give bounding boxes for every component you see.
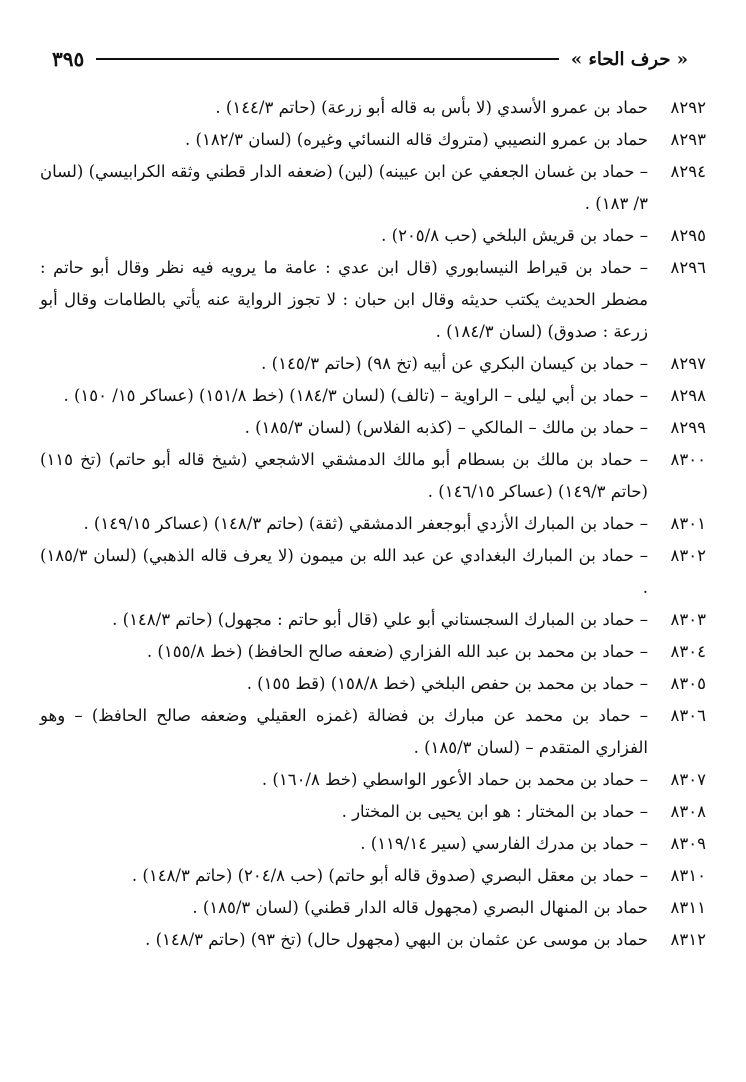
- entry-number: ٨٣٠٨: [670, 802, 706, 821]
- entry-text: – حماد بن المبارك السجستاني أبو علي (قال أبو حاتم : مجهول) (حاتم ١٤٨/٣) .: [112, 610, 648, 629]
- entry-text: – حماد بن المبارك الأزدي أبوجعفر الدمشقي (ثقة) (حاتم ١٤٨/٣) (عساكر ١٤٩/١٥) .: [83, 514, 648, 533]
- entry-number: ٨٣٠٧: [670, 770, 706, 789]
- entry: [40, 156, 706, 220]
- entry: [40, 348, 706, 380]
- entry: [40, 380, 706, 412]
- entry-number: ٨٣٠٠: [670, 450, 706, 469]
- entry-text: – حماد بن محمد عن مبارك بن فضالة (غمزه العقيلي وضعفه صالح الحافظ) – وهو الفزاري المتقدم – (لسان ١٨٥/٣) .: [40, 706, 648, 757]
- entry: [40, 828, 706, 860]
- entry-text: – حماد بن مدرك الفارسي (سير ١١٩/١٤) .: [360, 834, 648, 853]
- page-header: [52, 42, 688, 76]
- entry-number: ٨٣١١: [670, 898, 706, 917]
- entry-number: ٨٣٠٤: [670, 642, 706, 661]
- entry-text: حماد بن عمرو الأسدي (لا بأس به قاله أبو زرعة) (حاتم ١٤٤/٣) .: [215, 98, 648, 117]
- entry: [40, 604, 706, 636]
- entry-number: ٨٣٠٦: [670, 706, 706, 725]
- page-number: ٣٩٥: [52, 47, 85, 71]
- entry: [40, 668, 706, 700]
- entry: [40, 540, 706, 604]
- entry-text: – حماد بن محمد بن حماد الأعور الواسطي (خط ١٦٠/٨) .: [261, 770, 648, 789]
- entry-text: – حماد بن مالك – المالكي – (كذبه الفلاس) (لسان ١٨٥/٣) .: [244, 418, 648, 437]
- entry: [40, 764, 706, 796]
- entry-text: – حماد بن محمد بن حفص البلخي (خط ١٥٨/٨) (قط ١٥٥) .: [246, 674, 648, 693]
- entry-number: ٨٣٠٥: [670, 674, 706, 693]
- entry-text: – حماد بن قيراط النيسابوري (قال ابن عدي : عامة ما يرويه فيه نظر وقال أبو حاتم : مضطر الحديث يكتب حديثه وقال ابن حبان : لا تجوز الرواية عنه يأتي بالطامات وقال أبو زرعة : صدوق) (لسان ١٨٤/٣) .: [40, 258, 648, 341]
- entry: [40, 252, 706, 348]
- entry-number: ٨٢٩٨: [670, 386, 706, 405]
- entry-text: – حماد بن غسان الجعفي عن ابن عيينه) (لين) (ضعفه الدار قطني وثقه الكرابيسي) (لسان ٣/ ١٨٣) .: [40, 162, 648, 213]
- entry-text: – حماد بن المختار : هو ابن يحيى بن المختار .: [341, 802, 648, 821]
- entry-number: ٨٢٩٢: [670, 98, 706, 117]
- entry-text: حماد بن موسى عن عثمان بن البهي (مجهول حال) (تخ ٩٣) (حاتم ١٤٨/٣) .: [145, 930, 648, 949]
- entry: [40, 636, 706, 668]
- entry-number: ٨٢٩٦: [670, 258, 706, 277]
- entry-text: – حماد بن كيسان البكري عن أبيه (تخ ٩٨) (حاتم ١٤٥/٣) .: [261, 354, 648, 373]
- entry-list: [40, 92, 706, 956]
- entry-text: حماد بن عمرو النصيبي (متروك قاله النسائي وغيره) (لسان ١٨٢/٣) .: [185, 130, 648, 149]
- entry-number: ٨٢٩٣: [670, 130, 706, 149]
- entry: [40, 924, 706, 956]
- entry: [40, 892, 706, 924]
- entry-text: – حماد بن مالك بن بسطام أبو مالك الدمشقي الاشجعي (شيخ قاله أبو حاتم) (تخ ١١٥) (حاتم ١٤٩/٣) (عساكر ١٤٦/١٥) .: [40, 450, 648, 501]
- entry-number: ٨٣١٢: [670, 930, 706, 949]
- entry: [40, 796, 706, 828]
- entry: [40, 700, 706, 764]
- entry-number: ٨٣٠٣: [670, 610, 706, 629]
- entry-number: ٨٢٩٥: [670, 226, 706, 245]
- running-title: « حرف الحاء »: [570, 48, 688, 70]
- entry-text: – حماد بن معقل البصري (صدوق قاله أبو حاتم) (حب ٢٠٤/٨) (حاتم ١٤٨/٣) .: [131, 866, 648, 885]
- entry: [40, 860, 706, 892]
- entry-text: – حماد بن قريش البلخي (حب ٢٠٥/٨) .: [381, 226, 648, 245]
- entry-text: حماد بن المنهال البصري (مجهول قاله الدار قطني) (لسان ١٨٥/٣) .: [192, 898, 648, 917]
- entry-text: – حماد بن محمد بن عبد الله الفزاري (ضعفه صالح الحافظ) (خط ١٥٥/٨) .: [146, 642, 648, 661]
- entry-number: ٨٢٩٤: [670, 162, 706, 181]
- entry: [40, 508, 706, 540]
- entry-number: ٨٣٠١: [670, 514, 706, 533]
- header-rule: [96, 58, 559, 60]
- entry: [40, 220, 706, 252]
- entry: [40, 124, 706, 156]
- entry-number: ٨٣١٠: [670, 866, 706, 885]
- entry-number: ٨٣٠٩: [670, 834, 706, 853]
- entry-text: – حماد بن المبارك البغدادي عن عبد الله بن ميمون (لا يعرف قاله الذهبي) (لسان ١٨٥/٣) .: [40, 546, 648, 597]
- entry: [40, 92, 706, 124]
- entry-number: ٨٢٩٩: [670, 418, 706, 437]
- entry-number: ٨٢٩٧: [670, 354, 706, 373]
- entry-text: – حماد بن أبي ليلى – الراوية – (تالف) (لسان ١٨٤/٣) (خط ١٥١/٨) (عساكر ١٥/ ١٥٠) .: [63, 386, 648, 405]
- entry-number: ٨٣٠٢: [670, 546, 706, 565]
- entry: [40, 412, 706, 444]
- entry: [40, 444, 706, 508]
